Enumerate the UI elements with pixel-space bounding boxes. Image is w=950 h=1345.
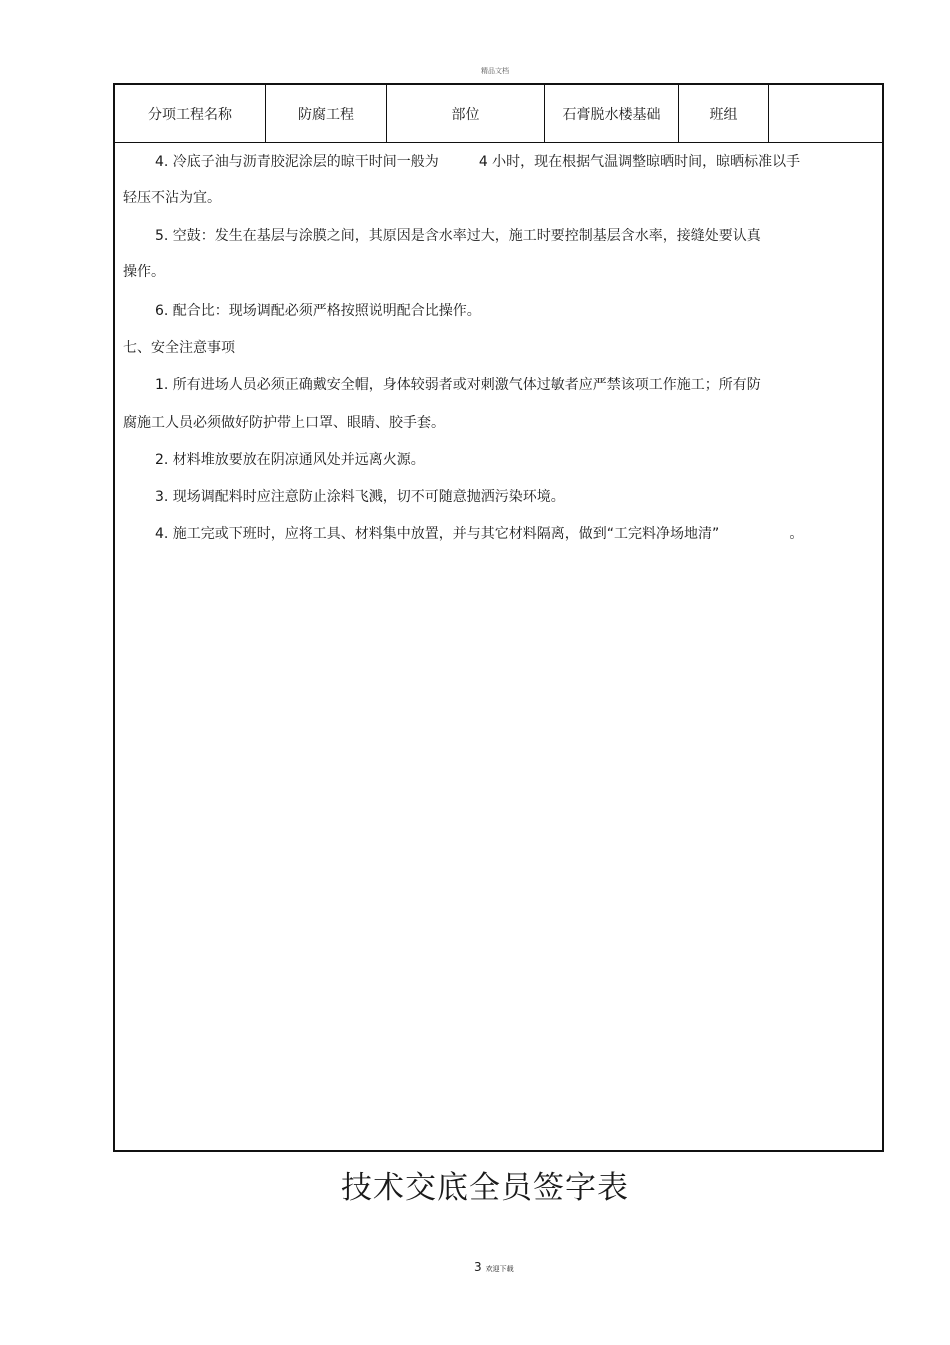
- safety-item-4-end: 。: [789, 526, 804, 542]
- paragraph-6: 6. 配合比：现场调配必须严格按照说明配合比操作。: [155, 303, 481, 319]
- safety-item-4-text: 4. 施工完或下班时，应将工具、材料集中放置，并与其它材料隔离，做到“工完料净场地清”: [155, 526, 720, 542]
- header-cell-team-value: [769, 85, 882, 142]
- paragraph-4-line-2: 轻压不沾为宜。: [123, 190, 221, 206]
- header-cell-project-name-value: 防腐工程: [266, 85, 387, 142]
- paragraph-5-line-2: 操作。: [123, 264, 165, 280]
- safety-item-3: 3. 现场调配料时应注意防止涂料飞溅，切不可随意抛洒污染环境。: [155, 489, 565, 505]
- safety-item-1-line-2: 腐施工人员必须做好防护带上口罩、眼睛、胶手套。: [123, 415, 445, 431]
- safety-item-1-line-1: 1. 所有进场人员必须正确戴安全帽，身体较弱者或对刺激气体过敏者应严禁该项工作施工；所有防: [155, 377, 761, 393]
- page-number: 3: [474, 1260, 482, 1274]
- watermark-top: 精品文档: [481, 67, 509, 75]
- header-cell-project-name-label: 分项工程名称: [115, 85, 266, 142]
- header-row: [115, 85, 882, 143]
- page-title: 技术交底全员签字表: [341, 1170, 629, 1206]
- document-frame: [113, 83, 884, 1152]
- safety-item-2: 2. 材料堆放要放在阴凉通风处并远离火源。: [155, 452, 425, 468]
- paragraph-4-line-1: [155, 151, 800, 171]
- header-cell-location-value: 石膏脱水楼基础: [545, 85, 679, 142]
- footer-label: 欢迎下载: [485, 1265, 514, 1273]
- header-cell-team-label: 班组: [679, 85, 769, 142]
- section-7-heading: 七、安全注意事项: [123, 340, 235, 356]
- paragraph-5-line-1: 5. 空鼓：发生在基层与涂膜之间，其原因是含水率过大，施工时要控制基层含水率，接缝处要认真: [155, 228, 761, 244]
- paragraph-4-part-b: 4 小时，现在根据气温调整晾晒时间，晾晒标准以手: [478, 154, 801, 170]
- paragraph-4-part-a: 4. 冷底子油与沥青胶泥涂层的晾干时间一般为: [155, 154, 439, 170]
- safety-item-4: [155, 523, 803, 543]
- page-footer: [474, 1260, 514, 1274]
- header-cell-location-label: 部位: [387, 85, 545, 142]
